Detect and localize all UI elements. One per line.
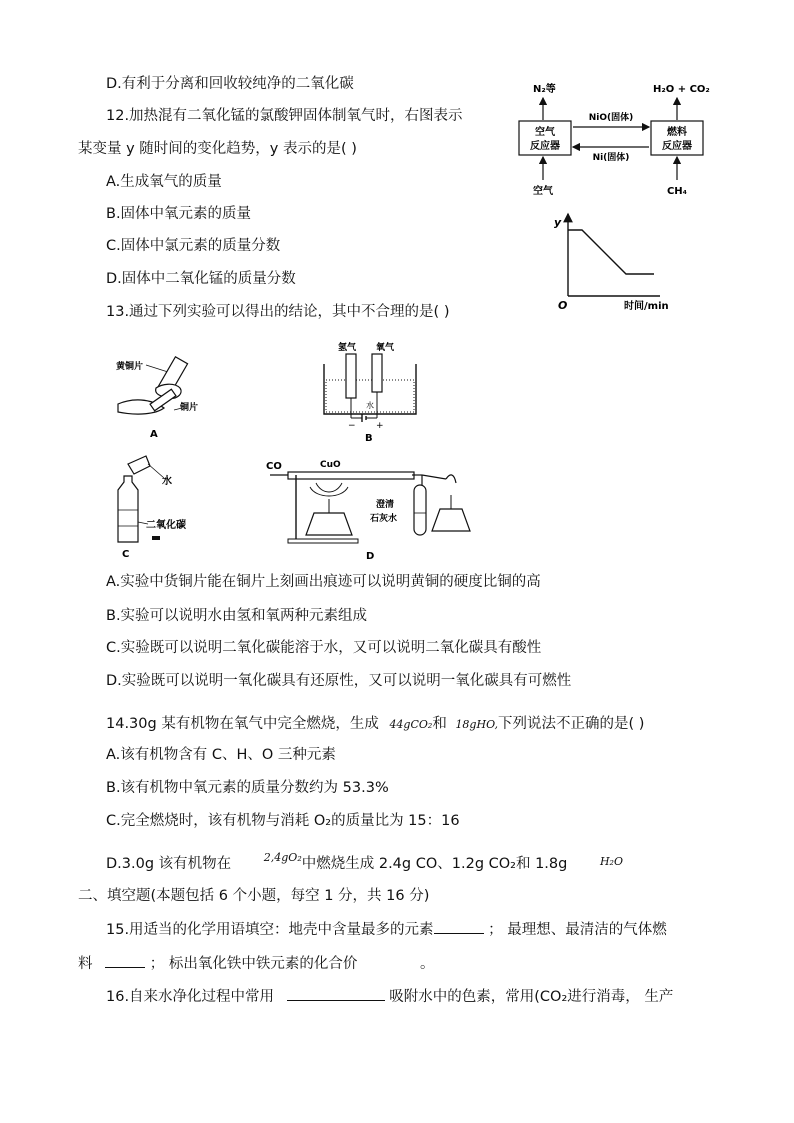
minus-label: − [348, 421, 356, 431]
y-axis-label: y [554, 216, 562, 229]
q12-option-a: A.生成氧气的质量 [106, 174, 222, 190]
water-label: 水 [366, 401, 374, 410]
q14-option-c: C.完全燃烧时，该有机物与消耗 O₂的质量比为 15：16 [106, 813, 460, 829]
q11-option-d: D.有利于分离和回收较纯净的二氧化碳 [106, 76, 354, 92]
brass-label: 黄铜片 [116, 362, 144, 372]
nio-label: NiO(固体) [588, 113, 634, 123]
q16-line1-a: 16.自来水净化过程中常用 [106, 989, 275, 1005]
q15-line1-a: 15.用适当的化学用语填空：地壳中含量最多的元素 [106, 922, 434, 938]
q15-blank-1[interactable] [434, 919, 484, 934]
trend-line [568, 230, 654, 274]
n2-label: N₂等 [533, 84, 556, 95]
q13-option-b: B.实验可以说明水由氢和氧两种元素组成 [106, 608, 368, 624]
q14-option-a: A.该有机物含有 C、H、O 三种元素 [106, 747, 336, 763]
test-tube [414, 485, 426, 535]
q14-formula-co2: 44gCO₂ [389, 718, 433, 731]
air-reactor-label-2: 反应器 [530, 141, 560, 152]
q15-line1-b: ； 最理想、最清洁的气体燃 [488, 922, 667, 938]
q12-option-b: B.固体中氧元素的质量 [106, 206, 252, 222]
q14-stem-b: 和 [432, 716, 447, 732]
experiment-c-figure [112, 452, 207, 562]
tube-right [372, 354, 382, 392]
fuel-reactor-label-2: 反应器 [662, 141, 692, 152]
copper-label: 铜片 [180, 403, 199, 413]
limewater-label-1: 澄清 [376, 500, 395, 510]
fig-d-letter: D [366, 551, 375, 562]
q12-stem-line2: 某变量 y 随时间的变化趋势，y 表示的是( ) [78, 141, 357, 157]
limewater-label-2: 石灰水 [370, 514, 398, 524]
y-time-graph [548, 208, 698, 316]
co2-label: 二氧化碳 [146, 520, 186, 531]
x-axis-label: 时间/min [624, 301, 669, 312]
experiment-d-figure [266, 455, 476, 565]
experiment-a-figure [110, 352, 205, 444]
fig-b-letter: B [365, 433, 373, 444]
plus-label: + [376, 421, 384, 431]
cuo-label: CuO [320, 460, 341, 470]
q14-option-d-a: D.3.0g 该有机物在 [106, 856, 232, 872]
q15-line2-b: ； 标出氧化铁中铁元素的化合价 [149, 956, 358, 972]
glass-tube [288, 472, 414, 479]
q15-line2-a: 料 [78, 956, 93, 972]
q14-option-d [106, 851, 623, 875]
stand-base [288, 539, 358, 543]
fig-c-letter: C [122, 549, 130, 560]
flame-tip [446, 475, 456, 483]
q15-blank-2[interactable] [105, 953, 145, 968]
q14-option-d-b: 中燃烧生成 2.4g CO、1.2g CO₂和 1.8g [301, 856, 568, 872]
co-label: CO [266, 461, 282, 472]
q14-stem [106, 714, 644, 735]
q14-stem-a: 14.30g 某有机物在氧气中完全燃烧，生成 [106, 716, 379, 732]
q14-formula-h2o: 18gHO, [455, 718, 498, 731]
water-label-c: 水 [162, 476, 172, 487]
air-in-label: 空气 [533, 186, 553, 197]
q16-line1 [106, 986, 673, 1007]
q13-stem: 13.通过下列实验可以得出的结论，其中不合理的是( ) [106, 304, 450, 320]
section-2-title: 二、填空题(本题包括 6 个小题，每空 1 分，共 16 分) [78, 888, 430, 904]
q14-option-d-formula: 2,4gO₂ [263, 851, 302, 864]
q12-option-d: D.固体中二氧化锰的质量分数 [106, 271, 296, 287]
beaker [128, 456, 150, 474]
chemical-looping-reactor-figure [515, 76, 725, 206]
q15-line1 [106, 919, 667, 940]
q14-option-b: B.该有机物中氧元素的质量分数约为 53.3% [106, 780, 389, 796]
q14-option-d-formula2: H₂O [599, 855, 623, 868]
q12-stem-line1: 12.加热混有二氧化锰的氯酸钾固体制氧气时，右图表示 [106, 108, 463, 124]
origin-label: O [558, 299, 568, 312]
output-label: H₂O + CO₂ [653, 84, 710, 95]
q13-option-d: D.实验既可以说明一氧化碳具有还原性，又可以说明一氧化碳具有可燃性 [106, 673, 572, 689]
fig-a-letter: A [150, 429, 158, 440]
q15-line2 [78, 953, 434, 974]
q13-option-c: C.实验既可以说明二氧化碳能溶于水，又可以说明二氧化碳具有酸性 [106, 640, 542, 656]
tube-left [346, 354, 356, 398]
experiment-b-figure [318, 338, 426, 444]
ch4-in-label: CH₄ [666, 186, 688, 197]
fuel-reactor-label-1: 燃料 [667, 127, 687, 138]
q15-line2-c: 。 [419, 956, 435, 972]
q14-stem-c: 下列说法不正确的是( ) [497, 716, 645, 732]
burner-flame [310, 483, 348, 496]
alcohol-lamp [306, 513, 352, 535]
q16-line1-b: 吸附水中的色素，常用(CO₂进行消毒， 生产 [389, 989, 674, 1005]
oxygen-label: 氧气 [376, 343, 395, 353]
ni-label: Ni(固体) [592, 153, 630, 163]
air-reactor-label-1: 空气 [535, 127, 555, 138]
second-lamp [432, 509, 470, 531]
plastic-bottle [118, 476, 138, 542]
q12-option-c: C.固体中氯元素的质量分数 [106, 238, 281, 254]
q16-blank-1[interactable] [287, 986, 385, 1001]
q13-option-a: A.实验中货铜片能在铜片上刻画出痕迹可以说明黄铜的硬度比铜的高 [106, 574, 541, 590]
hydrogen-label: 氢气 [338, 343, 357, 353]
